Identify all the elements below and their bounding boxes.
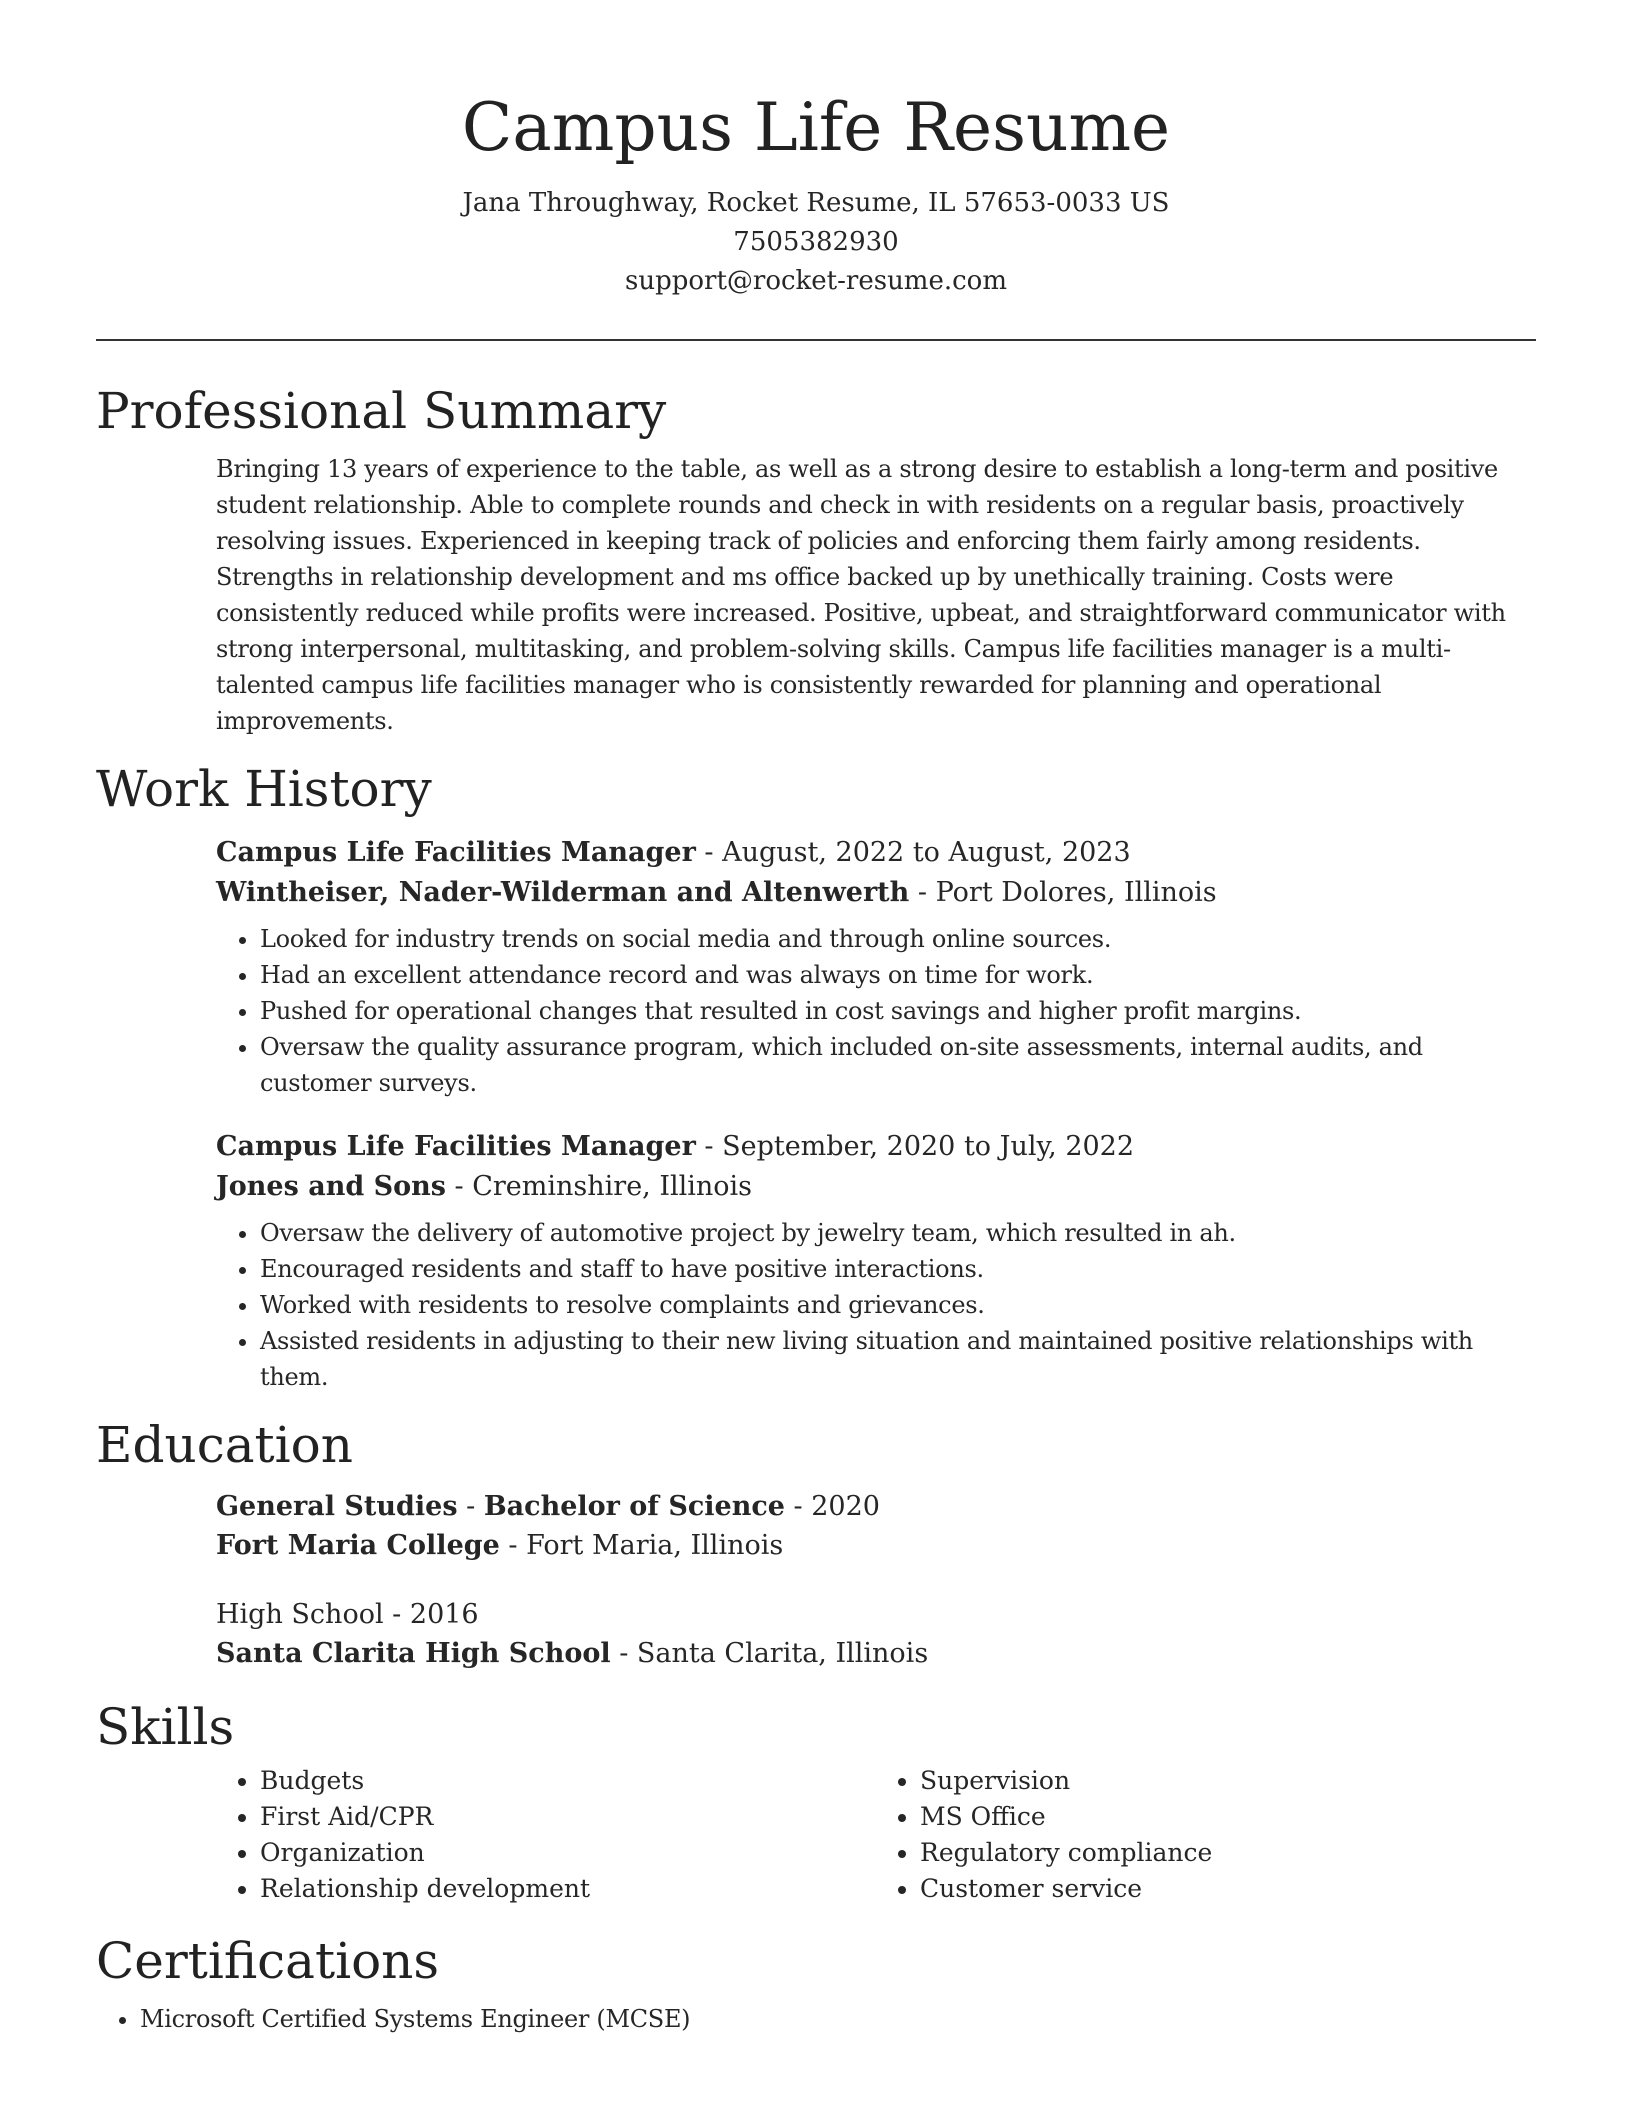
education-degree: High School	[216, 1599, 384, 1630]
job-bullet: • Encouraged residents and staff to have positive interactions.	[260, 1251, 1536, 1287]
job-entry	[216, 1127, 1536, 1395]
education-location: Fort Maria, Illinois	[526, 1530, 784, 1561]
summary-heading: Professional Summary	[96, 382, 667, 440]
job-location: Port Dolores, Illinois	[935, 877, 1217, 908]
education-section	[96, 1415, 1536, 1673]
education-degree-line: General Studies - Bachelor of Science - 2020	[216, 1491, 880, 1522]
skills-column-left	[216, 1763, 876, 1907]
job-entry	[216, 833, 1536, 1101]
job-title: Campus Life Facilities Manager	[216, 837, 696, 868]
skill-item: • Budgets	[260, 1763, 876, 1799]
resume-title: Campus Life Resume	[461, 89, 1171, 166]
education-year: 2016	[409, 1599, 479, 1630]
contact-address: Jana Throughway, Rocket Resume, IL 57653-0033 US	[462, 188, 1170, 218]
summary-section	[96, 381, 1536, 739]
job-location: Creminshire, Illinois	[472, 1171, 753, 1202]
resume-page	[96, 0, 1536, 2037]
certifications-list	[96, 2001, 1536, 2037]
education-school-line: Fort Maria College - Fort Maria, Illinois	[216, 1530, 784, 1561]
job-title: Campus Life Facilities Manager	[216, 1131, 696, 1162]
skill-item: • Regulatory compliance	[920, 1835, 1536, 1871]
job-company: Jones and Sons	[216, 1171, 446, 1202]
job-bullet: • Looked for industry trends on social media and through online sources.	[260, 921, 1536, 957]
header-divider	[96, 339, 1536, 341]
education-degree-line: High School - 2016	[216, 1599, 479, 1630]
education-location: Santa Clarita, Illinois	[636, 1638, 929, 1669]
certifications-section	[96, 1931, 1536, 2037]
education-field: General Studies	[216, 1491, 458, 1522]
skill-item: • Customer service	[920, 1871, 1536, 1907]
job-bullet: • Assisted residents in adjusting to their new living situation and maintained positive relationships with them.	[260, 1323, 1536, 1395]
job-company-line: Wintheiser, Nader-Wilderman and Altenwerth - Port Dolores, Illinois	[216, 877, 1217, 908]
education-heading: Education	[96, 1416, 353, 1474]
job-bullets	[216, 921, 1536, 1101]
work-history-heading: Work History	[96, 760, 432, 818]
skill-item: • MS Office	[920, 1799, 1536, 1835]
certification-item: • Microsoft Certified Systems Engineer (MCSE)	[140, 2001, 1536, 2037]
job-dates: August, 2022 to August, 2023	[722, 837, 1131, 868]
job-dates: September, 2020 to July, 2022	[722, 1131, 1135, 1162]
job-title-line: Campus Life Facilities Manager - August, 2022 to August, 2023	[216, 837, 1131, 868]
job-bullet: • Pushed for operational changes that resulted in cost savings and higher profit margins.	[260, 993, 1536, 1029]
job-bullet: • Oversaw the quality assurance program, which included on-site assessments, internal audits, and customer surveys.	[260, 1029, 1536, 1101]
skills-heading: Skills	[96, 1698, 235, 1756]
job-title-line: Campus Life Facilities Manager - September, 2020 to July, 2022	[216, 1131, 1135, 1162]
certifications-heading: Certifications	[96, 1932, 440, 1990]
job-bullet: • Had an excellent attendance record and was always on time for work.	[260, 957, 1536, 993]
summary-text: Bringing 13 years of experience to the table, as well as a strong desire to establish a long-term and positive student relationship. Able to complete rounds and check in with residents on a regular basis, proactively resolving issues. Experienced in keeping track of policies and enforcing them fairly among residents. Strengths in relationship development and ms office backed up by unethically training. Costs were consistently reduced while profits were increased. Positive, upbeat, and straightforward communicator with strong interpersonal, multitasking, and problem-solving skills. Campus life facilities manager is a multi-talented campus life facilities manager who is consistently rewarded for planning and operational improvements.	[216, 455, 1506, 735]
job-bullet: • Worked with residents to resolve complaints and grievances.	[260, 1287, 1536, 1323]
education-school: Fort Maria College	[216, 1530, 500, 1561]
skills-grid	[216, 1763, 1536, 1907]
contact-phone: 7505382930	[733, 227, 899, 257]
education-year: 2020	[811, 1491, 880, 1522]
skills-section	[96, 1697, 1536, 1907]
skill-item: • Organization	[260, 1835, 876, 1871]
contact-block	[96, 184, 1536, 301]
contact-email: support@rocket-resume.com	[624, 266, 1007, 296]
job-bullet: • Oversaw the delivery of automotive project by jewelry team, which resulted in ah.	[260, 1215, 1536, 1251]
education-school: Santa Clarita High School	[216, 1638, 611, 1669]
education-entry	[216, 1487, 1536, 1565]
work-history-section	[96, 759, 1536, 1395]
job-bullets	[216, 1215, 1536, 1395]
skill-item: • Supervision	[920, 1763, 1536, 1799]
education-entry	[216, 1595, 1536, 1673]
skills-column-right	[876, 1763, 1536, 1907]
job-company: Wintheiser, Nader-Wilderman and Altenwerth	[216, 877, 910, 908]
job-company-line: Jones and Sons - Creminshire, Illinois	[216, 1171, 753, 1202]
skill-item: • Relationship development	[260, 1871, 876, 1907]
education-school-line: Santa Clarita High School - Santa Clarita, Illinois	[216, 1638, 929, 1669]
skill-item: • First Aid/CPR	[260, 1799, 876, 1835]
education-degree: Bachelor of Science	[483, 1491, 785, 1522]
